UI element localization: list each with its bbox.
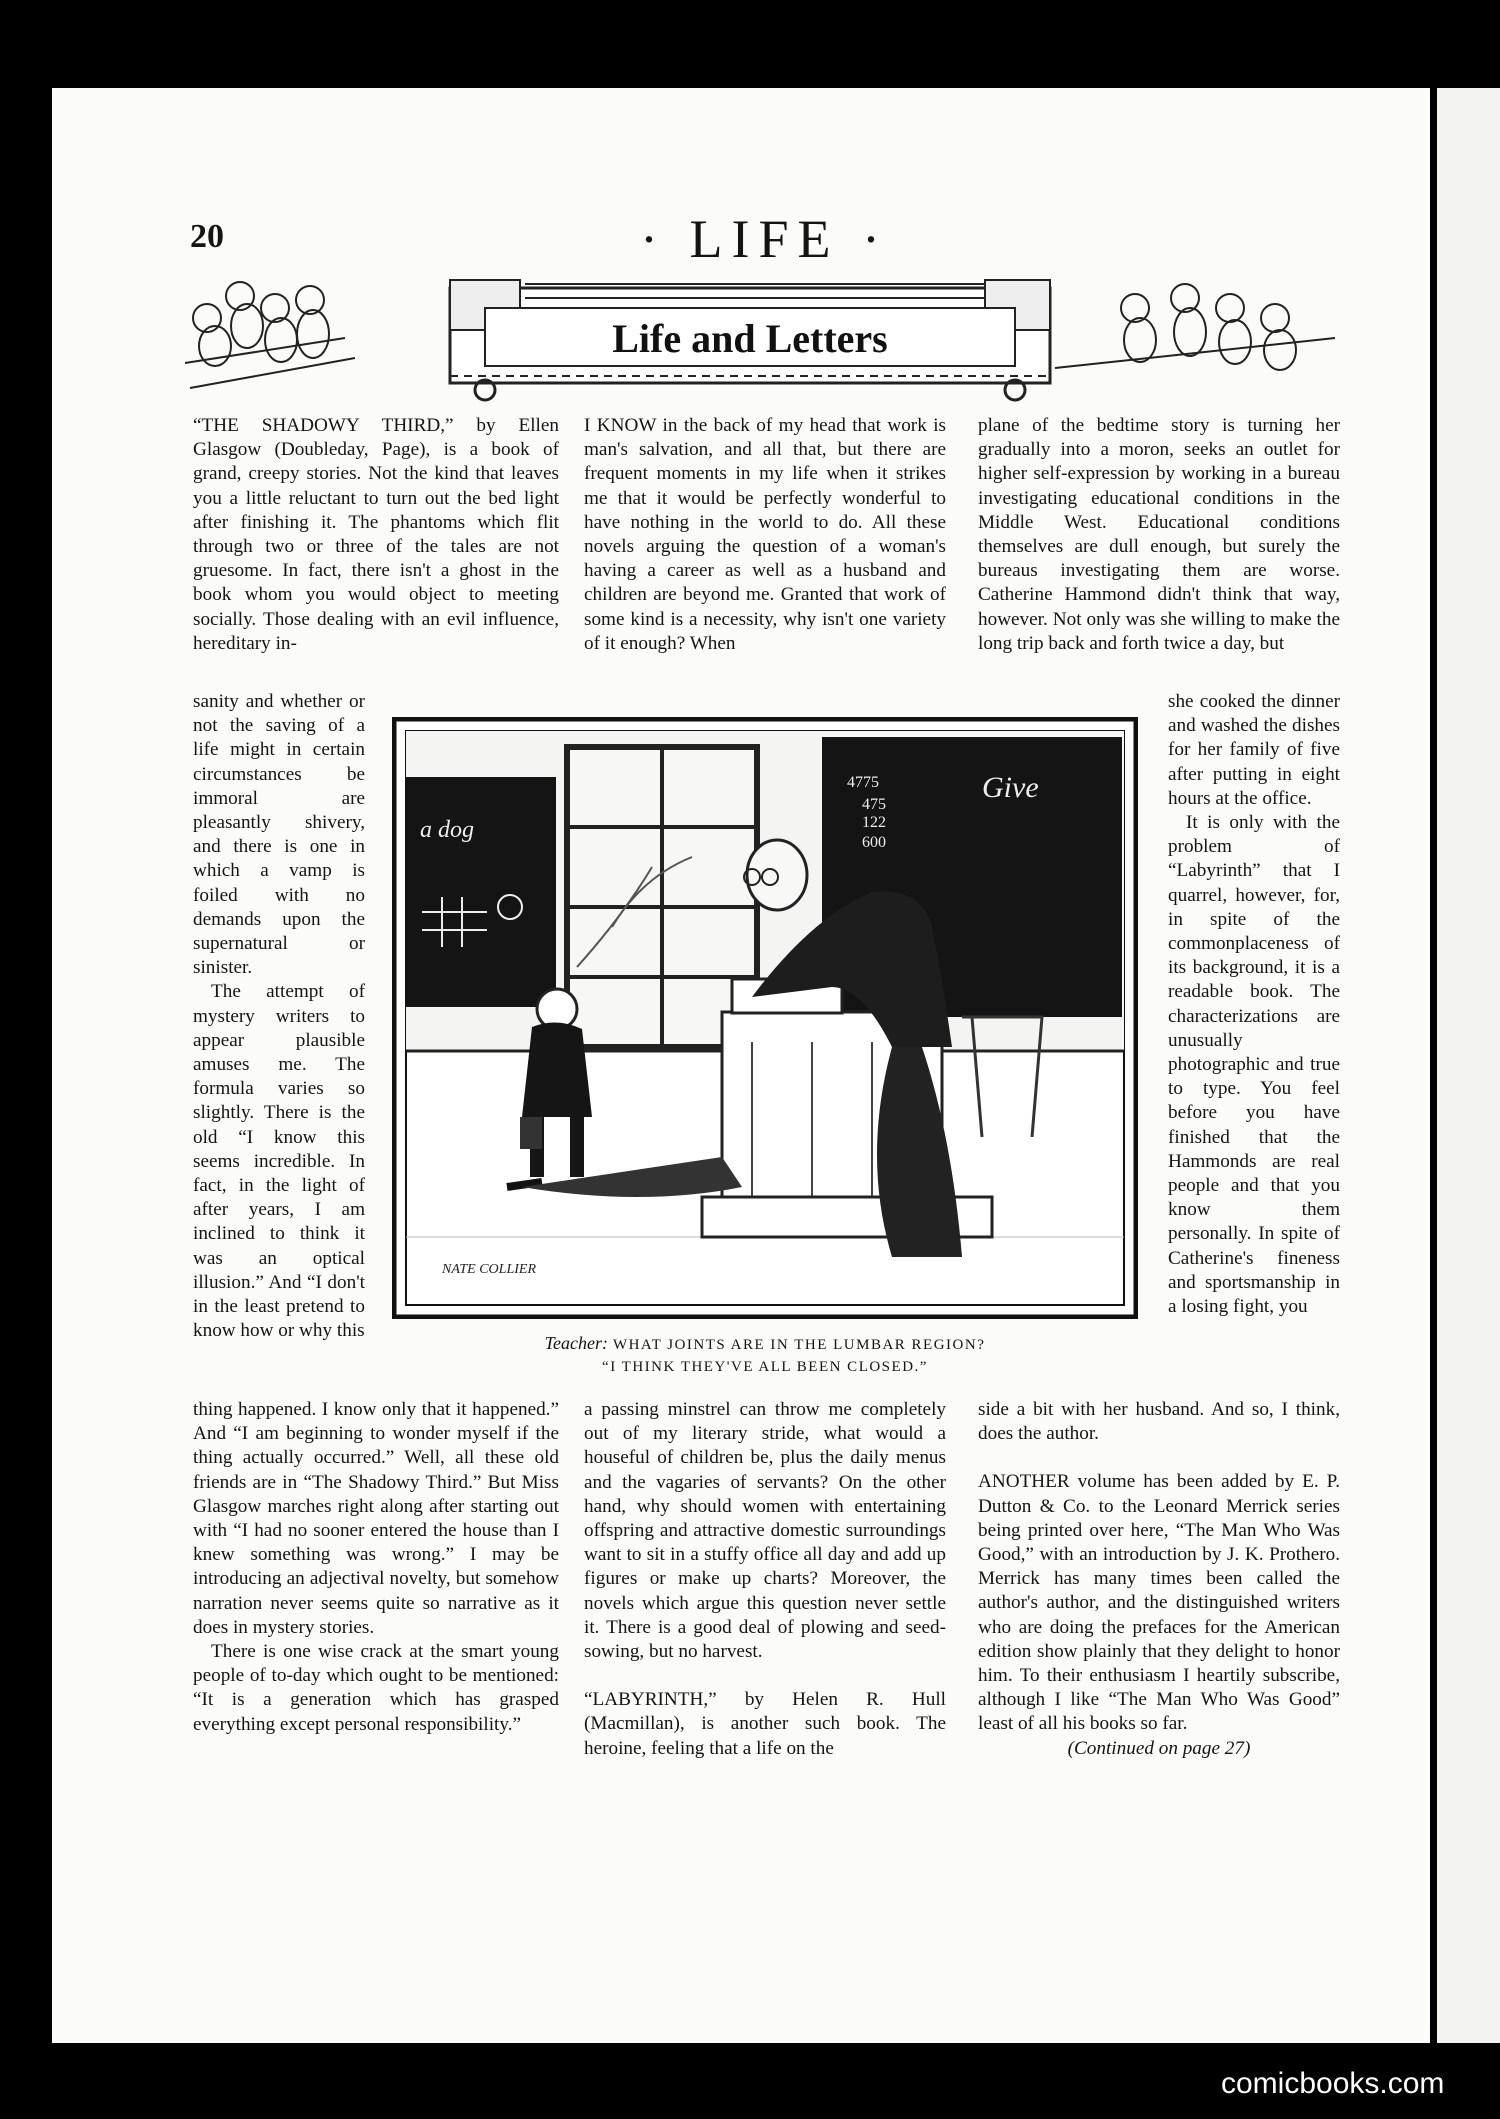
column-3-top [978, 414, 1340, 656]
facing-page-edge [1437, 88, 1500, 2043]
site-watermark: comicbooks.com [1221, 2067, 1445, 2100]
board-word: Give [982, 771, 1039, 804]
paragraph: side a bit with her husband. And so, I think, does the author. [978, 1399, 1340, 1445]
paragraph: plane of the bedtime story is turning her gradually into a moron, seeks an outlet for higher self-expression by working in a bureau investigating educational conditions in the Middle West. Educational conditions themselves are dull enough, but surely the bureaus investigating them are worse. Catherine Hammond didn't think that way, however. Not only was she willing to make the long trip back and forth twice a day, but [978, 415, 1340, 654]
magazine-title: · LIFE · [640, 209, 889, 269]
cherub-group-left [185, 282, 355, 388]
column-3-bottom [978, 1398, 1340, 1761]
paragraph: The attempt of mystery writers to appear plausible amuses me. The formula varies so slightly. There is the old “I know this seems incredible. In fact, in the light of after years, I am inclined to think it was an optical illusion.” And “I don't in the least pretend to know how or why this [193, 981, 365, 1342]
board-number: 122 [862, 814, 886, 831]
paragraph: There is one wise crack at the smart young people of to-day which ought to be mentioned: “It is a generation which has grasped everything except personal responsibility.” [193, 1641, 559, 1735]
paragraph: It is only with the problem of “Labyrinth” that I quarrel, however, for, in spite of the commonplaceness of its background, it is a readable book. The characterizations are unusually photographic and true to type. You feel before you have finished that the Hammonds are real people and that you know them personally. In spite of Catherine's fineness and sportsmanship in a losing fight, you [1168, 812, 1340, 1318]
paragraph: she cooked the dinner and washed the dishes for her family of five after putting in eight hours at the office. [1168, 691, 1340, 809]
cherub-group-right [1055, 284, 1335, 370]
schoolbook [520, 1117, 542, 1149]
paragraph: I KNOW in the back of my head that work is man's salvation, and all that, but there are frequent moments in my life when it strikes me that it would be perfectly wonderful to have nothing in the world to do. All these novels arguing the question of a woman's having a career as well as a husband and children are beyond me. Granted that work of some kind is a necessity, why isn't one variety of it enough? When [584, 415, 946, 654]
column-1-bottom [193, 1398, 559, 1737]
artist-signature: NATE COLLIER [442, 1262, 536, 1277]
paragraph: sanity and whether or not the saving of a life might in certain circumstances be immoral are pleasantly shivery, and there is one in which a vamp is foiled with no demands upon the supernatural or sinister. [193, 691, 365, 979]
column-2-top [584, 414, 946, 656]
caption-answer: “I THINK THEY'VE ALL BEEN CLOSED.” [602, 1359, 928, 1375]
labyrinth-paragraph: “LABYRINTH,” by Helen R. Hull (Macmillan), is another such book. The heroine, feeling that a life on the [584, 1689, 946, 1759]
paragraph: a passing minstrel can throw me completely out of my literary stride, what would a houseful of children be, plus the daily menus and the vagaries of servants? On the other hand, why should women with entertaining offspring and attractive domestic surroundings want to sit in a stuffy office all day and add up figures or make up charts? Moreover, the novels which argue this question never settle it. There is a good deal of plowing and seed-sowing, but no harvest. [584, 1399, 946, 1663]
section-banner [185, 268, 1337, 403]
classroom-cartoon [392, 717, 1138, 1319]
page-number: 20 [190, 218, 224, 255]
blackboard-left [406, 777, 556, 1007]
board-number: 4775 [847, 774, 879, 791]
merrick-paragraph: ANOTHER volume has been added by E. P. Dutton & Co. to the Leonard Merrick series being printed over here, “The Man Who Was Good,” with an introduction by J. K. Prothero. Merrick has many times been called the author's author, and the distinguished writers who are doing the prefaces for the American edition show plainly that they delight to honor him. To their enthusiasm I heartily subscribe, although I like “The Man Who Was Good” least of all his books so far. [978, 1471, 1340, 1735]
caption-question-line [370, 1332, 1160, 1356]
paragraph: “THE SHADOWY THIRD,” by Ellen Glasgow (Doubleday, Page), is a book of grand, creepy stories. Not the kind that leaves you a little reluctant to turn out the bed light after finishing it. The phantoms which flit through two or three of the tales are not gruesome. In fact, there isn't a ghost in the book whom you would object to meeting socially. Those dealing with an evil influence, hereditary in- [193, 415, 559, 654]
caption-question: WHAT JOINTS ARE IN THE LUMBAR REGION? [612, 1337, 986, 1353]
blackboard-word: a dog [420, 817, 474, 843]
board-number: 475 [862, 796, 886, 813]
column-1-wrap [193, 690, 365, 1343]
column-1-top [193, 414, 559, 656]
continued-note: (Continued on page 27) [1067, 1737, 1251, 1759]
board-number: 600 [862, 834, 886, 851]
section-title: Life and Letters [612, 316, 888, 361]
cartoon-caption [370, 1332, 1160, 1378]
caption-speaker: Teacher: [544, 1333, 608, 1353]
column-2-bottom [584, 1398, 946, 1761]
paragraph: thing happened. I know only that it happened.” And “I am beginning to wonder myself if the thing actually occurred.” Well, all these old friends are in “The Shadowy Third.” But Miss Glasgow marches right along after starting out with “I had no sooner entered the house than I knew something was wrong.” I may be introducing an adjectival novelty, but somehow narration never seems quite so narrative as it does in mystery stories. [193, 1399, 559, 1638]
column-3-wrap [1168, 690, 1340, 1319]
